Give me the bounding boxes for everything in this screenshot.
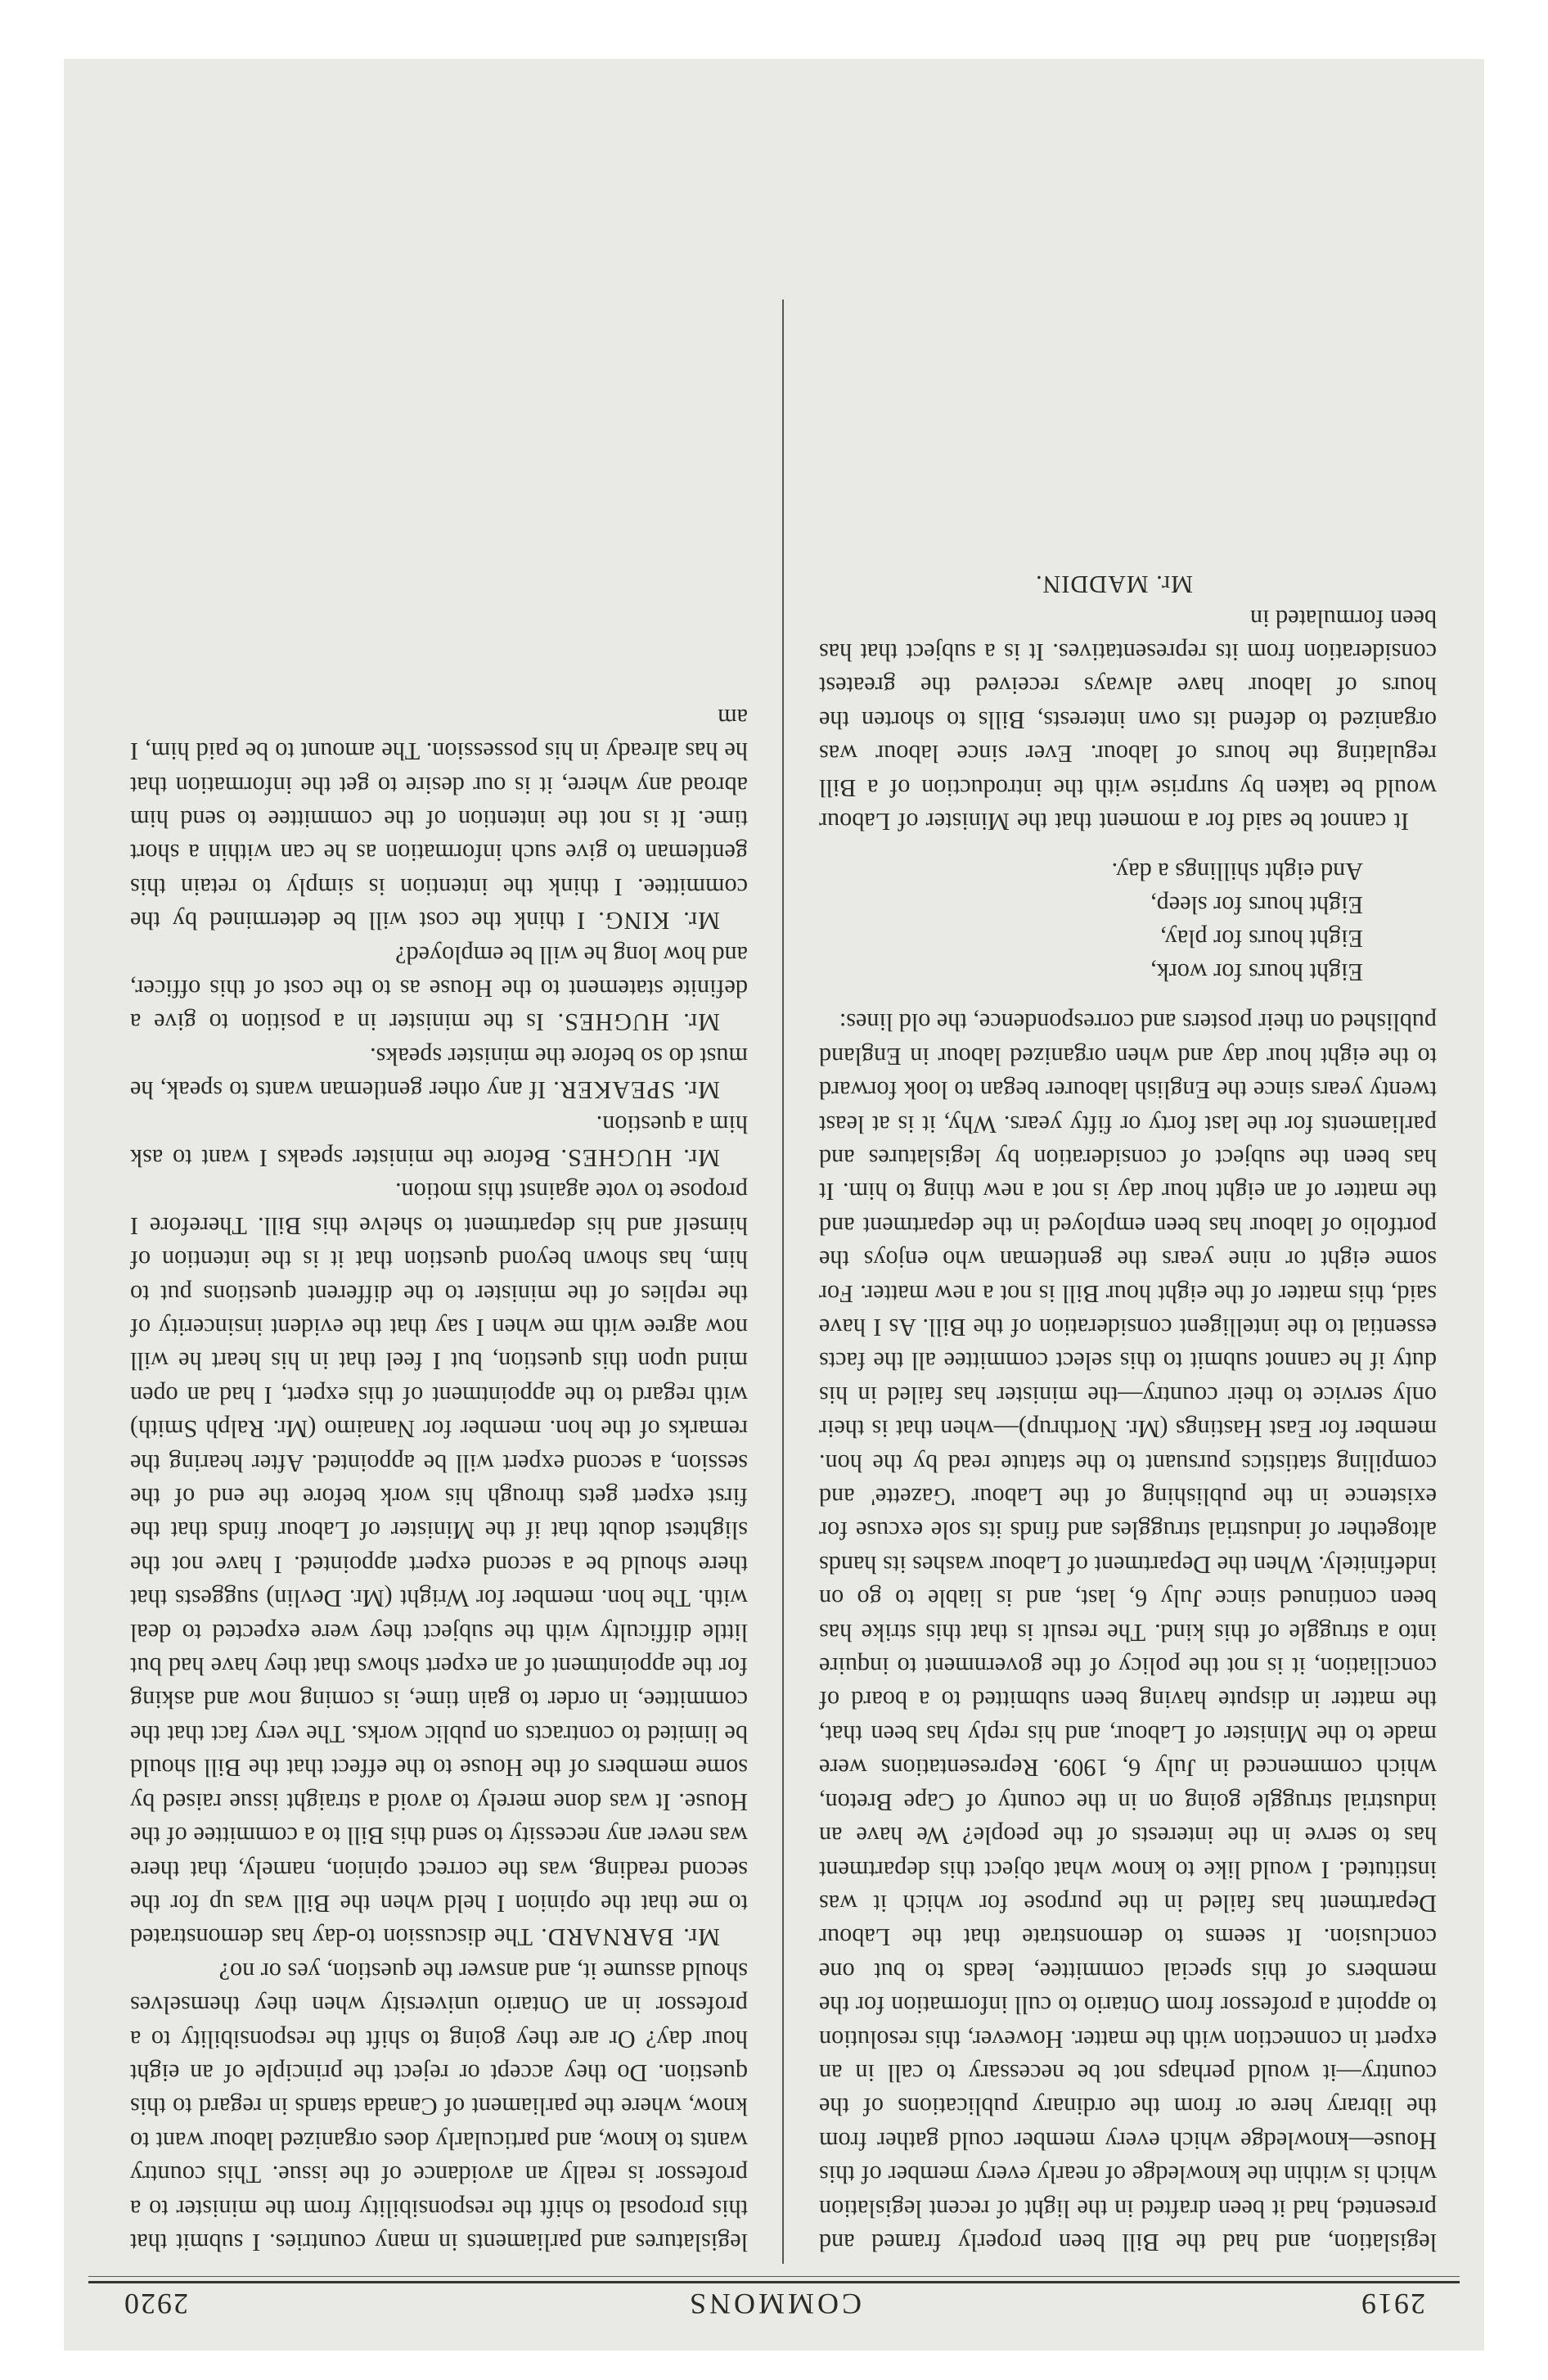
column-divider <box>782 300 784 2264</box>
speech-text: The discussion to-day has demonstrated to me that the opinion I held when the Bill was up for the second reading, was the correct opinion, namely, that there was never any necessity to send this Bill to a committee of the House. It was done merely to avoid a straight issue raised by some members of the House to the effect that the Bill should be limited to contracts on public works. The very fact that the committee, in order to gain time, is coming now and asking for the appointment of an expert shows that they have had but little difficulty with the subject they were expected to deal with. The hon. member for Wright (Mr. Devlin) suggests that there should be a second expert appointed. I have not the slightest doubt that if the Minister of Labour finds that the first expert gets through his work before the end of the session, a second expert will be appointed. After hearing the remarks of the hon. member for Nanaimo (Mr. Ralph Smith) with regard to the appointment of this expert, I had an open mind upon this question, but I feel that in his heart he will now agree with me when I say that the evident insincerity of the replies of the minister to the different questions put to him, has shown beyond question that it is the intention of himself and his department to shelve this Bill. Therefore I propose to vote against this motion. <box>130 1178 748 1952</box>
left-paragraph-2: It cannot be said for a moment that the Minister of Labour would be taken by surprise with the introduction of a Bill regulating the hours of labour. Ever since labour was organized to defend its own interests, Bills to shorten the hours of labour have always received the greatest consideration from its representatives. It is a subject that has been formulated in <box>819 604 1437 836</box>
running-speaker-name: Mr. MADDIN. <box>1035 570 1193 599</box>
verse-line: And eight shillings a day. <box>1111 857 1363 886</box>
right-paragraph-1: legislatures and parliaments in many countries. I submit that this proposal to shift the responsibility from the minister to a professor is really an avoidance of the issue. This country wants to know, and particularly does organized labour want to know, where the parliament of Canada stands in regard to this question. Do they accept or reject the principle of an eight hour day? Or are they going to shift the responsibility to a professor in an Ontario university when they themselves should assume it, and answer the question, yes or no? <box>130 1957 748 2256</box>
speaker-name: Mr. HUGHES. <box>560 1144 720 1172</box>
page-header <box>105 2277 1443 2326</box>
speech-hughes-2 <box>130 937 748 1039</box>
verse-line: Eight hours for sleep, <box>1150 890 1363 919</box>
page-title: COMMONS <box>686 2288 862 2320</box>
header-rule-thin <box>88 2276 1460 2277</box>
header-rule-thick <box>88 2281 1460 2283</box>
speaker-name: Mr. BARNARD. <box>540 1923 720 1952</box>
speech-text: If any other gentleman wants to speak, he must do so before the minister speaks. <box>130 1042 748 1105</box>
speech-text: Is the minister in a position to give a definite statement to the House as to the cost of this officer, and how long he will be employed? <box>130 940 748 1037</box>
speech-text: I think the cost will be determined by the committee. I think the intention is simply to retain this gentleman to give such information as he can within a short time. It is not the intention of the committee to send him abroad any where, it is our desire to get the information that he has already in his possession. The amount to be paid him, I am <box>129 703 748 935</box>
speaker-name: Mr. KING. <box>597 907 720 935</box>
scanned-page-background <box>64 59 1484 2351</box>
speaker-name: Mr. HUGHES. <box>556 1008 720 1037</box>
speech-hughes-1 <box>130 1107 748 1174</box>
verse-block <box>819 854 1363 989</box>
speech-king <box>130 700 748 937</box>
verse-line: Eight hours for work, <box>1150 958 1363 986</box>
left-column <box>819 567 1437 2259</box>
speech-text: Before the minister speaks I want to ask him a question. <box>130 1110 748 1172</box>
left-paragraph-1: legislation, and had the Bill been properly framed and presented, had it been drafted in the light of recent legislation which is within the knowledge of nearly every member of this House—knowledge which every member could gather from the library here or from the ordinary publications of the country—it would perhaps not be necessary to call in an expert in connection with the matter. However, this resolution to appoint a professor from Ontario to cull information for the members of this special committee, leads to but one conclusion. It seems to demonstrate that the Labour Department has failed in the purpose for which it was instituted. I would like to know what object this department has to serve in the interests of the people? We have an industrial struggle going on in the county of Cape Breton, which commenced in July 6, 1909. Representations were made to the Minister of Labour, and his reply has been that, the matter in dispute having been submitted to a board of conciliation, it is not the policy of the government to inquire into a struggle of this kind. The result is that this strike has been continued since July 6, last, and is liable to go on indefinitely. When the Department of Labour washes its hands altogether of industrial struggles and finds its sole excuse for existence in the publishing of the Labour 'Gazette' and compiling statistics pursuant to the statute read by the hon. member for East Hastings (Mr. Northrup)—when that is their only service to their country—the minister has failed in his duty if he cannot submit to this select committee all the facts essential to the intelligent consideration of the Bill. As I have said, this matter of the eight hour Bill is not a new matter. For some eight or nine years the gentleman who enjoys the portfolio of labour has been employed in the department and the matter of an eight hour day is not a new thing to him. It has been the subject of consideration by legislatures and parliaments for the last forty or fifty years. Why, it is at least twenty years since the English labourer began to look forward to the eight hour day and when organized labour in England published on their posters and correspondence, the old lines: <box>819 1008 1437 2256</box>
hansard-page <box>64 59 1484 2351</box>
right-column <box>130 700 748 2259</box>
speech-speaker <box>130 1039 748 1107</box>
verse-line: Eight hours for play, <box>1160 924 1363 953</box>
speech-barnard <box>130 1174 748 1954</box>
speaker-name: Mr. SPEAKER. <box>552 1076 720 1105</box>
page-number-right: 2920 <box>123 2288 188 2320</box>
page-number-left: 2919 <box>1360 2288 1425 2320</box>
